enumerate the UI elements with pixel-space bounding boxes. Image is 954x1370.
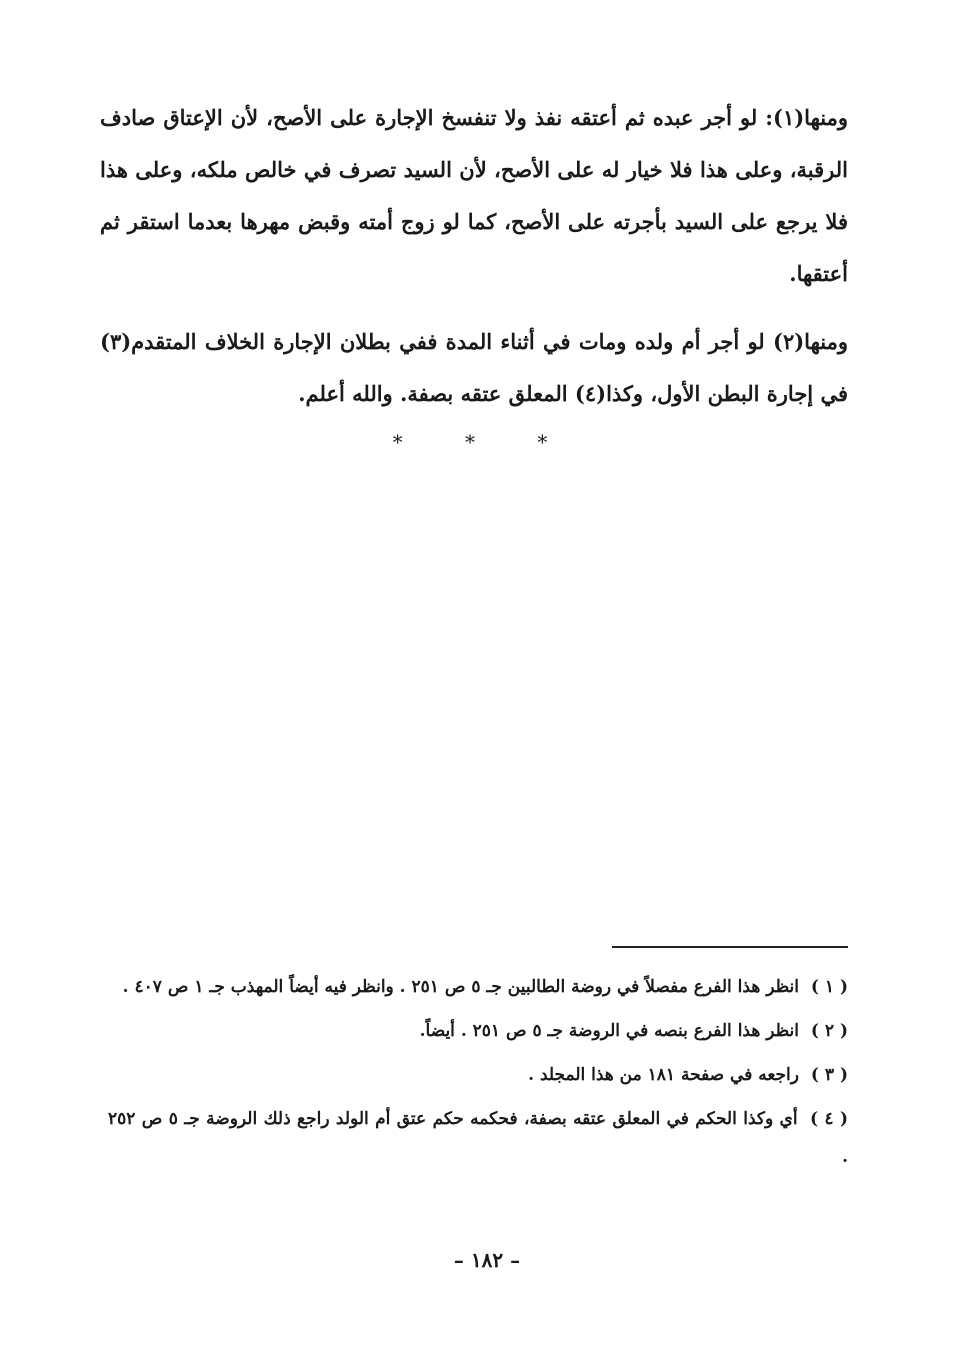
paragraph-2: ومنها(٢) لو أجر أم ولده ومات في أثناء المدة ففي بطلان الإجارة الخلاف المتقدم(٣) في إجارة البطن الأول، وكذا(٤) المعلق عتقه بصفة. والله أعلم.: [100, 329, 848, 406]
paragraph-1: ومنها(١): لو أجر عبده ثم أعتقه نفذ ولا تنفسخ الإجارة على الأصح، لأن الإعتاق صادف الرقبة، وعلى هذا فلا خيار له على الأصح، لأن السيد تصرف في خالص ملكه، وعلى هذا فلا يرجع على السيد بأجرته على الأصح، كما لو زوج أمته وقبض مهرها بعدما استقر ثم أعتقها.: [100, 105, 848, 286]
footnote-4: [108, 1100, 848, 1176]
footnotes: [108, 968, 848, 1182]
footnote-text: انظر هذا الفرع بنصه في الروضة جـ ٥ ص ٢٥١ . أيضاً.: [419, 1021, 799, 1041]
footnote-number: ( ٢ ): [810, 1021, 848, 1041]
section-separator: * * *: [392, 430, 576, 454]
footnote-divider: [612, 946, 848, 948]
page-number: – ١٨٢ –: [453, 1248, 521, 1272]
footnote-text: انظر هذا الفرع مفصلاً في روضة الطالبين جـ ٥ ص ٢٥١ . وانظر فيه أيضاً المهذب جـ ١ ص ٤٠٧ .: [122, 977, 799, 997]
footnote-text: راجعه في صفحة ١٨١ من هذا المجلد .: [528, 1065, 799, 1085]
footnote-text: أي وكذا الحكم في المعلق عتقه بصفة، فحكمه حكم عتق أم الولد راجع ذلك الروضة جـ ٥ ص ٢٥٢ .: [108, 1109, 848, 1167]
footnote-number: ( ٣ ): [810, 1065, 848, 1085]
footnote-2: [108, 1012, 848, 1050]
footnote-1: [108, 968, 848, 1006]
footnote-3: [108, 1056, 848, 1094]
footnote-number: ( ٤ ): [809, 1109, 848, 1129]
footnote-number: ( ١ ): [810, 977, 848, 997]
